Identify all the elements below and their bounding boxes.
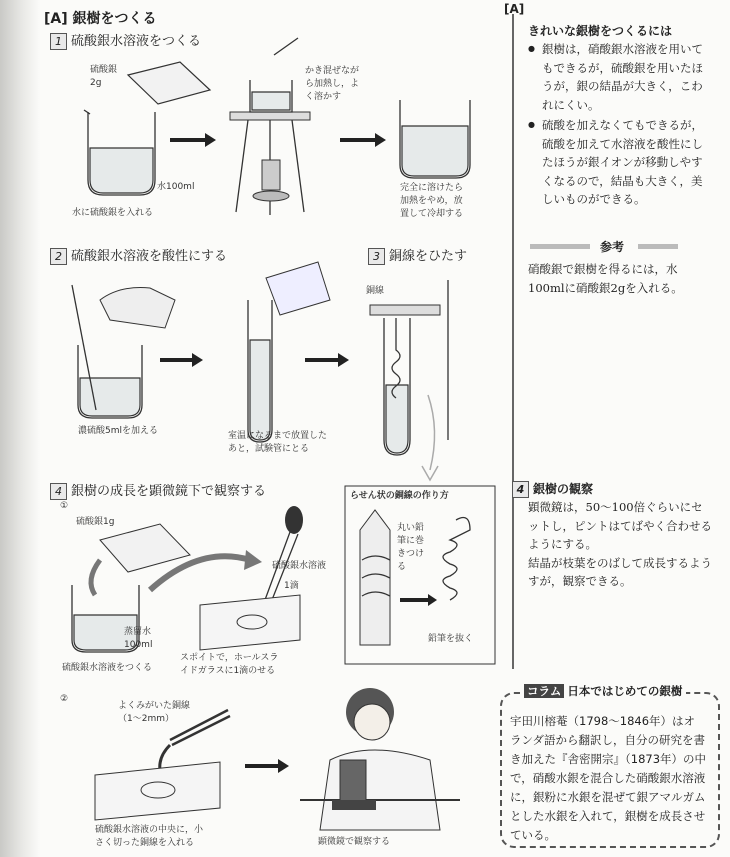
arrow-5 bbox=[245, 759, 289, 773]
hollow-slide bbox=[200, 595, 300, 650]
tip-item: ● 硫酸を加えなくてもできるが，硫酸を加えて水溶液を酸性にしたほうが銀イオンが移動しやすくなるので，結晶も大きく，美しいものができる。 bbox=[528, 116, 713, 209]
dropper bbox=[262, 506, 303, 610]
label-observe-microscope: 顕微鏡で観察する bbox=[318, 837, 391, 847]
label-pull-pencil: 鉛筆を抜く bbox=[428, 634, 474, 644]
arrow-2 bbox=[340, 133, 386, 147]
step4-title: 銀樹の成長を顕微鏡下で観察する bbox=[71, 484, 267, 499]
reference-header bbox=[520, 238, 680, 254]
label-add-sulfuric-acid: 濃硫酸5mlを加える bbox=[78, 426, 158, 436]
substep-1-marker: ① bbox=[60, 501, 69, 511]
label-dropper-slide: スポイトで，ホールスラ イドガラスに1滴のせる bbox=[180, 653, 279, 676]
label-silver-sulfate-1g: 硫酸銀1g bbox=[76, 517, 115, 527]
column-title: 日本ではじめての銀樹 bbox=[567, 684, 683, 698]
column-header bbox=[520, 683, 686, 699]
step1-title: 硫酸銀水溶液をつくる bbox=[71, 34, 202, 49]
arrow-4 bbox=[305, 353, 349, 367]
step2-title: 硫酸銀水溶液を酸性にする bbox=[71, 249, 228, 264]
label-room-temp: 室温になるまで放置した あと，試験管にとる bbox=[228, 431, 328, 454]
observation-heading bbox=[512, 480, 593, 498]
label-insert-wire: 硫酸銀水溶液の中央に，小 さく切った銅線を入れる bbox=[95, 825, 204, 848]
label-polished-wire: よくみがいた銅線 （1〜2mm） bbox=[118, 701, 191, 724]
label-one-drop: 1滴 bbox=[284, 581, 299, 591]
label-distilled-water: 蒸留水 100ml bbox=[124, 627, 153, 650]
test-tube-1 bbox=[248, 262, 330, 442]
section-title: [A] 銀樹をつくる bbox=[44, 11, 157, 27]
column-text: 宇田川榕菴（1798〜1846年）はオランダ語から翻訳し，自分の研究を書き加えた『舎密開宗』（1873年）の中で，硝酸水銀を混合した硝酸銀水溶液に，銀粉に水銀を混ぜて銀アマルガムとした水銀を入れて，銀樹を成長させている。 bbox=[510, 714, 707, 842]
label-add-silver-sulfate: 水に硫酸銀を入れる bbox=[72, 208, 154, 218]
tip-item: ● 銀樹は，硝酸銀水溶液を用いてもできるが，硫酸銀を用いたほうが，銀の結晶が大きく，こわれにくい。 bbox=[528, 40, 713, 114]
slide-2 bbox=[95, 762, 220, 820]
label-silver-sulfate-2g: 硫酸銀 2g bbox=[90, 65, 118, 88]
student-with-microscope bbox=[300, 688, 460, 830]
observation-number: 4 bbox=[512, 481, 529, 498]
reference-title: 参考 bbox=[600, 240, 625, 254]
label-copper-wire: 銅線 bbox=[366, 286, 385, 296]
step2-number: 2 bbox=[50, 248, 67, 265]
observation-title: 銀樹の観察 bbox=[533, 482, 594, 496]
column-tag: コラム bbox=[524, 684, 564, 698]
beaker-acid bbox=[72, 285, 175, 418]
beaker-1 bbox=[84, 110, 155, 195]
arrow-1 bbox=[170, 133, 216, 147]
step1-number: 1 bbox=[50, 33, 67, 50]
curved-arrow-pour bbox=[91, 560, 100, 595]
arrow-3 bbox=[160, 353, 203, 367]
paper-sheet-1 bbox=[128, 62, 210, 104]
label-make-solution: 硫酸銀水溶液をつくる bbox=[62, 663, 153, 673]
step3-title: 銅線をひたす bbox=[389, 249, 468, 264]
spiral-box-title: らせん状の銅線の作り方 bbox=[350, 491, 449, 501]
observation-para: 顕微鏡は，50〜100倍ぐらいにセットし，ピントはてばやく合わせるようにする。 bbox=[528, 500, 712, 551]
label-solution: 硫酸銀水溶液 bbox=[272, 561, 327, 571]
observation-text bbox=[528, 498, 713, 591]
beaker-2 bbox=[400, 100, 470, 178]
test-tube-stand bbox=[370, 280, 448, 480]
label-wrap-pencil: 丸い鉛 筆に巻 きつけ る bbox=[397, 523, 425, 572]
side-head: [A] bbox=[504, 2, 525, 16]
label-water-100ml: 水100ml bbox=[157, 182, 195, 192]
label-cool-down: 完全に溶けたら 加熱をやめ，放 置して冷却する bbox=[400, 183, 464, 219]
tripod-burner bbox=[230, 38, 310, 215]
label-stir-heat: かき混ぜなが ら加熱し，よ く溶かす bbox=[305, 66, 360, 102]
step3-number: 3 bbox=[368, 248, 385, 265]
reference-text: 硝酸銀で銀樹を得るには，水100mlに硝酸銀2gを入れる。 bbox=[528, 262, 683, 295]
observation-para: 結晶が枝葉をのばして成長するようすが，観察できる。 bbox=[528, 555, 712, 588]
tip-list bbox=[528, 40, 713, 211]
tip-title: きれいな銀樹をつくるには bbox=[528, 24, 673, 38]
step4-number: 4 bbox=[50, 483, 67, 500]
paper-sheet-2 bbox=[100, 524, 190, 572]
substep-2-marker: ② bbox=[60, 694, 69, 704]
side-divider bbox=[512, 14, 514, 669]
